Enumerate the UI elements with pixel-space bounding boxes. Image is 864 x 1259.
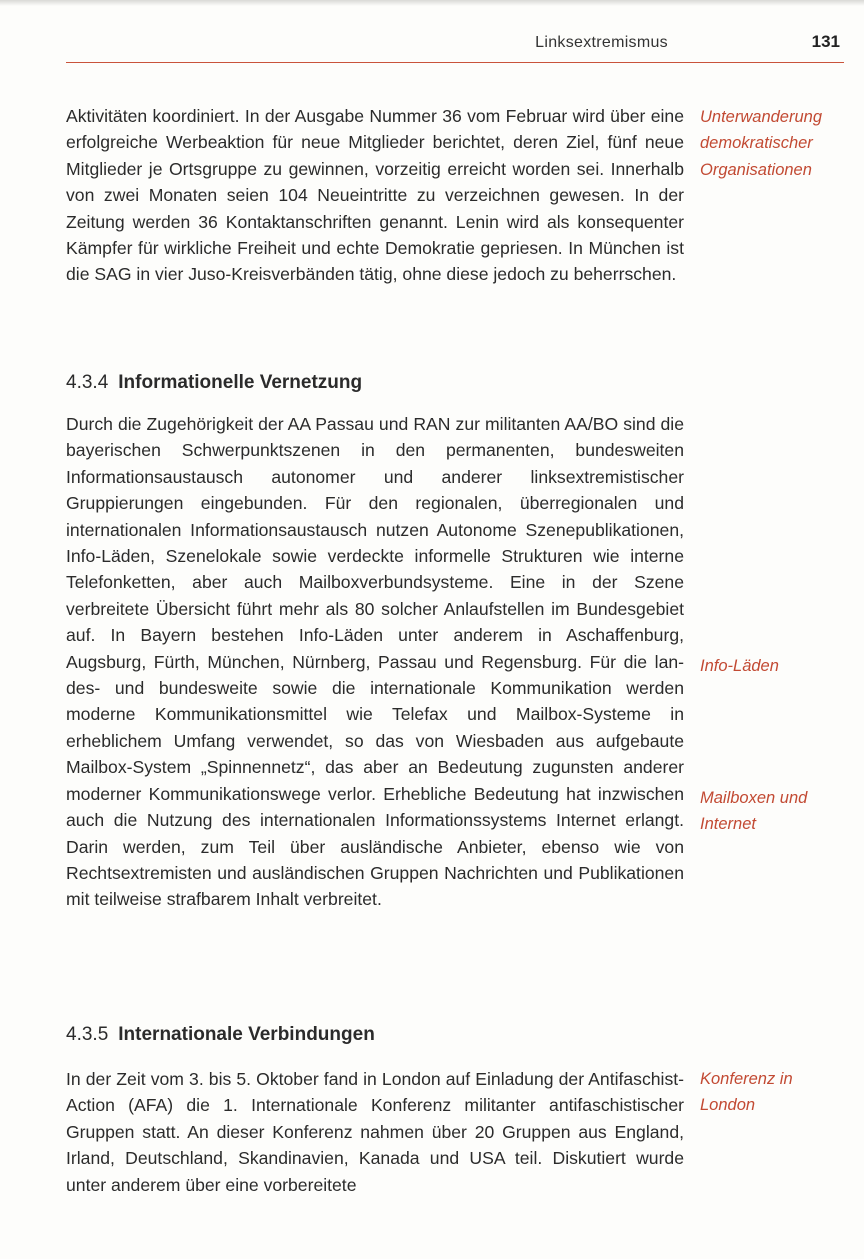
section-title: Internationale Verbindungen — [118, 1024, 375, 1045]
paragraph-aktivitaeten — [66, 103, 684, 288]
section-heading-4-3-5 — [66, 1022, 684, 1048]
margin-note-line: Internet — [700, 815, 756, 834]
margin-note-line: Konferenz in — [700, 1070, 793, 1088]
margin-note-unterwanderung — [700, 104, 850, 183]
margin-note-mailboxen — [700, 785, 850, 838]
margin-note-line: London — [700, 1096, 756, 1115]
section-title: Informationelle Vernetzung — [118, 372, 363, 393]
paragraph-text: Durch die Zugehörigkeit der AA Passau und RAN zur militanten AA/BO sind die bayerischen Schwerpunktszenen in den permanenten, bundesweiten Informationsaustausch autonomer und anderer linksextremistischer Gruppierungen eingebunden. Für den regionalen, überregionalen und internationalen Informationsaustausch nutzen Autonome Szenepublikationen, Info-Läden, Szenelokale sowie verdeckte informelle Strukturen wie interne Telefonketten, aber auch Mailboxverbundsysteme. Eine in der Szene verbreitete Übersicht führt mehr als 80 solcher Anlaufstellen im Bundesgebiet auf. In Bayern bestehen Info-Läden unter anderem in Aschaffenburg, Augsburg, Fürth, München, Nürnberg, Passau und Regensburg. Für die landes- und bundesweite sowie die internationale Kommunikation werden moderne Kommunikationsmittel wie Telefax und Mailbox-Systeme in erheblichem Umfang verwendet, so das von Wiesbaden aus aufgebaute Mailbox-System „Spinnennetz“, das aber an Bedeutung zugunsten anderer moderner Kommunikationswege verlor. Erhebliche Bedeutung hat inzwischen auch die Nutzung des internationalen Informationssystems Internet erlangt. Darin werden, zum Teil über ausländische Anbieter, ebenso wie von Rechtsextremisten und ausländischen Gruppen Nachrichten und Publikationen mit teilweise strafbarem Inhalt verbreitet. — [66, 414, 684, 910]
section-number: 4.3.5 — [66, 1024, 109, 1045]
paragraph-verbindungen — [66, 1066, 684, 1198]
paragraph-vernetzung — [66, 411, 684, 913]
margin-note-konferenz — [700, 1066, 850, 1119]
page-edge — [0, 0, 864, 6]
section-heading-4-3-4 — [66, 370, 684, 396]
paragraph-text: Aktivitäten koordiniert. In der Ausgabe Nummer 36 vom Februar wird über eine erfolgreiche Werbeaktion für neue Mitglieder berichtet, deren Ziel, fünf neue Mitglieder je Ortsgruppe zu gewinnen, vorzeitig erreicht worden sei. Innerhalb von zwei Monaten seien 104 Neueintritte zu verzeichnen gewesen. In der Zeitung werden 36 Kontaktanschriften genannt. Lenin wird als konsequenter Kämpfer für wirkliche Freiheit und echte Demokratie gepriesen. In München ist die SAG in vier Juso-Kreisverbänden tätig, ohne diese jedoch zu beherrschen. — [66, 106, 684, 285]
page-number: 131 — [811, 32, 840, 51]
section-number: 4.3.4 — [66, 372, 109, 393]
running-title: Linksextremismus — [535, 34, 668, 51]
running-header — [66, 28, 844, 63]
margin-note-line: demokratischer — [700, 134, 813, 153]
margin-note-line: Unterwanderung — [700, 108, 822, 126]
margin-note-line: Info-Läden — [700, 657, 779, 675]
margin-note-line: Mailboxen und — [700, 789, 808, 807]
margin-note-info-laeden — [700, 653, 850, 679]
paragraph-text: In der Zeit vom 3. bis 5. Oktober fand in London auf Einladung der Antifaschist-Action (AFA) die 1. Internationale Konferenz militanter antifaschistischer Gruppen statt. An dieser Konferenz nahmen über 20 Gruppen aus England, Irland, Deutschland, Skandinavien, Kanada und USA teil. Diskutiert wurde unter anderem über eine vorbereitete — [66, 1069, 684, 1195]
margin-note-line: Organisationen — [700, 160, 812, 179]
